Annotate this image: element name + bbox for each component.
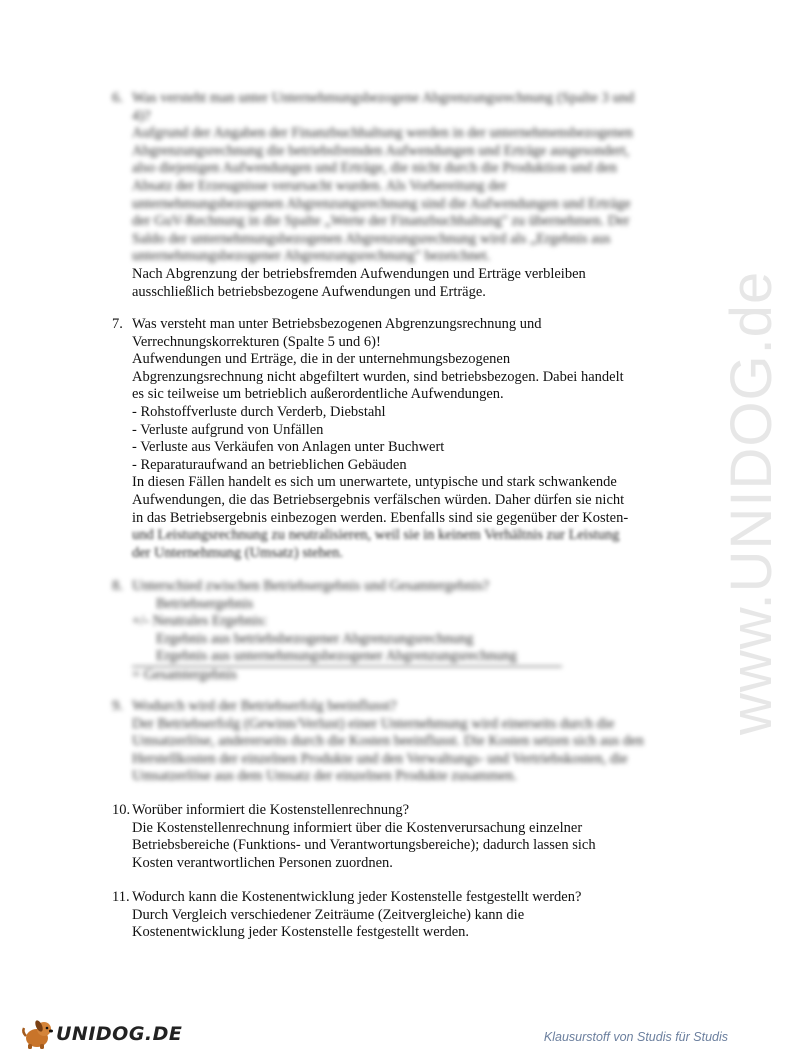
question-body: [132, 316, 667, 562]
blurred-line: unternehmungsbezogenen Abgrenzungsrechnung sind die Aufwendungen und Erträge: [132, 195, 631, 212]
question-body: [132, 802, 667, 872]
list-item: - Verluste aufgrund von Unfällen: [132, 421, 324, 438]
blurred-line: der Unternehmung (Umsatz) stehen.: [132, 544, 343, 561]
logo-text: UNIDOG.DE: [56, 1023, 183, 1045]
list-item: - Verluste aus Verkäufen von Anlagen unter Buchwert: [132, 439, 445, 456]
question-number: 11.: [112, 889, 130, 905]
blurred-text: [132, 90, 667, 266]
calc-row: +/- Neutrales Ergebnis:: [132, 613, 268, 630]
question-title-line: Unterschied zwischen Betriebsergebnis und Gesamtergebnis?: [132, 578, 490, 594]
question-body: [132, 90, 667, 301]
unidog-logo[interactable]: [22, 1018, 183, 1050]
text-line: es sic teilweise um betrieblich außerordentliche Aufwendungen.: [132, 386, 504, 403]
blurred-line: unternehmungsbezogener Abgrenzungsrechnung" bezeichnet.: [132, 248, 491, 265]
question-title-line: Wodurch kann die Kostenentwicklung jeder Kostenstelle festgestellt werden?: [132, 889, 582, 905]
list-item: - Reparaturaufwand an betrieblichen Gebäuden: [132, 456, 407, 473]
text-line: Aufwendungen und Erträge, die in der unternehmungsbezogenen: [132, 351, 511, 368]
dog-icon: [22, 1018, 56, 1050]
blurred-line: der GuV-Rechnung in die Spalte „Werte der Finanzbuchhaltung" zu übernehmen. Der: [132, 213, 630, 230]
blurred-text: [132, 527, 667, 562]
question-8: [112, 578, 667, 685]
question-number: 10.: [112, 802, 131, 818]
blurred-line: Aufgrund der Angaben der Finanzbuchhaltung werden in der unternehmensbezogenen: [132, 125, 633, 142]
blurred-line: Wodurch wird der Betriebserfolg beeinflusst?: [132, 698, 397, 714]
text-line: Die Kostenstellenrechnung informiert über die Kostenverursachung einzelner: [132, 819, 583, 836]
blurred-line: Umsatzerlöse aus dem Umsatz der einzelnen Produkte zusammen.: [132, 768, 517, 785]
text-line: in das Betriebsergebnis einbezogen werden. Ebenfalls sind sie gegenüber der Kosten-: [132, 509, 629, 526]
watermark-text: www.UNIDOG.de: [719, 270, 784, 735]
question-body: [132, 667, 667, 685]
question-7: [112, 316, 667, 562]
question-number: 7.: [112, 316, 123, 332]
question-number: 6.: [112, 90, 123, 106]
blurred-line: Herstellkosten der einzelnen Produkte und den Verwaltungs- und Vertriebskosten, die: [132, 750, 628, 767]
text-line: ausschließlich betriebsbezogene Aufwendungen und Erträge.: [132, 283, 486, 300]
question-number: 8.: [112, 578, 123, 594]
question-title-line: Worüber informiert die Kostenstellenrechnung?: [132, 802, 410, 818]
question-9: [112, 698, 667, 786]
blurred-line: Was versteht man unter Unternehmungsbezogene Abgrenzungsrechnung (Spalte 3 und: [132, 90, 635, 106]
calc-row: Ergebnis aus unternehmungsbezogener Abgrenzungsrechnung: [156, 648, 517, 665]
question-body: [132, 889, 667, 942]
text-line: Aufwendungen, die das Betriebsergebnis verfälschen würden. Daher dürfen sie nicht: [132, 491, 625, 508]
text-line: Nach Abgrenzung der betriebsfremden Aufwendungen und Erträge verbleiben: [132, 265, 586, 282]
blurred-line: Umsatzerlöse, andererseits durch die Kosten beeinflusst. Die Kosten setzen sich aus den: [132, 733, 644, 750]
blurred-line: Saldo der unternehmungsbezogenen Abgrenzungsrechnung wird als „Ergebnis aus: [132, 230, 611, 247]
question-11: [112, 889, 667, 942]
text-line: Kostenentwicklung jeder Kostenstelle festgestellt werden.: [132, 924, 470, 941]
question-title-line: Was versteht man unter Betriebsbezogenen Abgrenzungsrechnung und: [132, 316, 542, 332]
text-line: Betriebsbereiche (Funktions- und Verantwortungsbereiche); dadurch lassen sich: [132, 837, 596, 854]
question-10: [112, 802, 667, 872]
text-line: Kosten verantwortlichen Personen zuordnen.: [132, 854, 393, 871]
blurred-line: also diejenigen Aufwendungen und Erträge, die nicht durch die Produktion und den: [132, 160, 617, 177]
list-item: - Rohstoffverluste durch Verderb, Diebstahl: [132, 403, 386, 420]
blurred-line: und Leistungsrechnung zu neutralisieren, weil sie in keinem Verhältnis zur Leistung: [132, 527, 620, 544]
blurred-line: Abgrenzungsrechnung die betriebsfremden Aufwendungen und Erträge ausgesondert,: [132, 142, 630, 159]
text-line: Durch Vergleich verschiedener Zeiträume (Zeitvergleiche) kann die: [132, 906, 525, 923]
blurred-line: 4)?: [132, 107, 151, 124]
question-number: 9.: [112, 698, 123, 714]
calc-row: Betriebsergebnis: [156, 595, 254, 612]
question-body: [132, 698, 667, 786]
text-line: In diesen Fällen handelt es sich um unerwartete, untypische und stark schwankende: [132, 474, 617, 491]
question-title-line: Verrechnungskorrekturen (Spalte 5 und 6)!: [132, 333, 381, 350]
footer-tagline: Klausurstoff von Studis für Studis: [543, 1030, 728, 1044]
blurred-line: Der Betriebserfolg (Gewinn/Verlust) einer Unternehmung wird einerseits durch die: [132, 715, 615, 732]
calc-row: = Gesamtergebnis: [132, 666, 237, 683]
blurred-line: Absatz der Erzeugnisse verursacht wurden. Als Vorbereitung der: [132, 177, 507, 194]
calc-row: Ergebnis aus betriebsbezogener Abgrenzungsrechnung: [156, 630, 474, 647]
watermark: [660, 270, 784, 740]
text-line: Abgrenzungsrechnung nicht abgefiltert wurden, sind betriebsbezogen. Dabei handelt: [132, 368, 624, 385]
question-body: [132, 578, 667, 666]
question-6: [112, 90, 667, 301]
